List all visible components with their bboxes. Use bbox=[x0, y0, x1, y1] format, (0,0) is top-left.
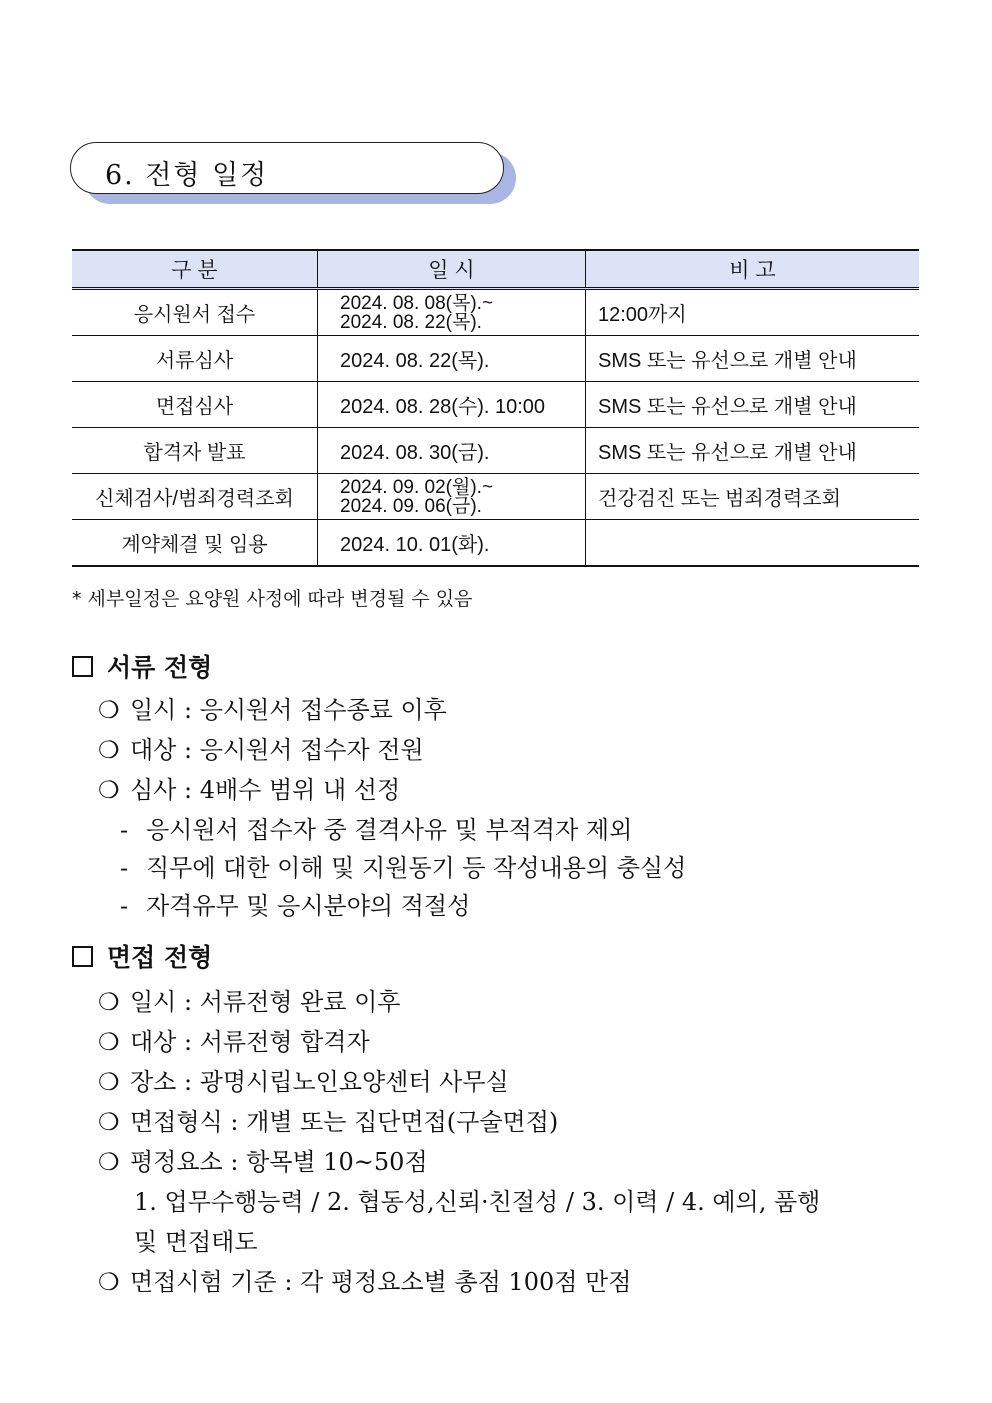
bullet-icon: ❍ bbox=[98, 1268, 120, 1296]
sub-list-item bbox=[120, 886, 470, 921]
checkbox-icon bbox=[72, 946, 93, 967]
interview-heading bbox=[72, 938, 212, 974]
bullet-icon: ❍ bbox=[98, 776, 120, 804]
list-item bbox=[98, 1262, 631, 1297]
criteria-line: 1. 업무수행능력 / 2. 협동성,신뢰·친절성 / 3. 이력 / 4. 예의, 품행 bbox=[134, 1188, 821, 1216]
row-note: 12:00까지 bbox=[586, 289, 920, 336]
doc-screening-title: 서류 전형 bbox=[107, 653, 213, 682]
bullet-icon: ❍ bbox=[98, 696, 120, 724]
list-item bbox=[98, 770, 400, 805]
criteria-line: 및 면접태도 bbox=[134, 1228, 258, 1256]
row-date bbox=[318, 289, 586, 336]
row-date: 2024. 10. 01(화). bbox=[318, 520, 586, 567]
table-row bbox=[72, 474, 919, 520]
list-item bbox=[98, 982, 400, 1017]
row-item: 응시원서 접수 bbox=[72, 289, 318, 336]
row-date: 2024. 08. 28(수). 10:00 bbox=[318, 382, 586, 428]
row-item: 합격자 발표 bbox=[72, 428, 318, 474]
date-line: 2024. 08. 08(목).~ bbox=[340, 292, 494, 314]
title-frame bbox=[70, 142, 504, 194]
date-line: 2024. 08. 22(목). bbox=[340, 311, 482, 333]
date-line: 2024. 09. 02(월).~ bbox=[340, 476, 494, 498]
sub-item-text: 응시원서 접수자 중 결격사유 및 부적격자 제외 bbox=[146, 816, 633, 844]
table-row bbox=[72, 428, 919, 474]
list-item bbox=[98, 730, 424, 765]
list-item bbox=[98, 1142, 428, 1177]
sub-list-item bbox=[120, 810, 632, 845]
list-item bbox=[98, 1022, 370, 1057]
list-item-text: 일시 : 서류전형 완료 이후 bbox=[130, 988, 401, 1016]
row-date: 2024. 08. 30(금). bbox=[318, 428, 586, 474]
bullet-icon: ❍ bbox=[98, 988, 120, 1016]
sub-list-item bbox=[120, 848, 686, 883]
bullet-icon: ❍ bbox=[98, 1148, 120, 1176]
schedule-footnote: * 세부일정은 요양원 사정에 따라 변경될 수 있음 bbox=[72, 588, 473, 610]
table-row bbox=[72, 336, 919, 382]
list-item-text: 일시 : 응시원서 접수종료 이후 bbox=[130, 696, 447, 724]
list-item-text: 평정요소 : 항목별 10~50점 bbox=[130, 1148, 428, 1176]
header-date: 일 시 bbox=[318, 250, 586, 289]
list-item bbox=[98, 1062, 509, 1097]
header-category: 구 분 bbox=[72, 250, 318, 289]
row-note: SMS 또는 유선으로 개별 안내 bbox=[586, 336, 920, 382]
schedule-table bbox=[72, 249, 919, 567]
row-note: SMS 또는 유선으로 개별 안내 bbox=[586, 428, 920, 474]
sub-item-text: 직무에 대한 이해 및 지원동기 등 작성내용의 충실성 bbox=[146, 854, 687, 882]
row-date: 2024. 08. 22(목). bbox=[318, 336, 586, 382]
row-item: 면접심사 bbox=[72, 382, 318, 428]
sub-item-text: 자격유무 및 응시분야의 적절성 bbox=[146, 892, 471, 920]
bullet-icon: ❍ bbox=[98, 736, 120, 764]
doc-screening-heading bbox=[72, 648, 212, 684]
bullet-icon: ❍ bbox=[98, 1028, 120, 1056]
bullet-icon: ❍ bbox=[98, 1108, 120, 1136]
table-row bbox=[72, 520, 919, 567]
row-note: 건강검진 또는 범죄경력조회 bbox=[586, 474, 920, 520]
row-item: 계약체결 및 임용 bbox=[72, 520, 318, 567]
row-note: SMS 또는 유선으로 개별 안내 bbox=[586, 382, 920, 428]
dash-icon: - bbox=[120, 854, 129, 882]
list-item bbox=[98, 1102, 558, 1137]
date-line: 2024. 09. 06(금). bbox=[340, 495, 482, 517]
table-header-row bbox=[72, 250, 919, 289]
list-item-text: 심사 : 4배수 범위 내 선정 bbox=[130, 776, 401, 804]
bullet-icon: ❍ bbox=[98, 1068, 120, 1096]
header-remarks: 비 고 bbox=[586, 250, 920, 289]
row-date bbox=[318, 474, 586, 520]
interview-title: 면접 전형 bbox=[107, 943, 213, 972]
dash-icon: - bbox=[120, 892, 129, 920]
table-row bbox=[72, 289, 919, 336]
table-row bbox=[72, 382, 919, 428]
list-item-text: 면접형식 : 개별 또는 집단면접(구술면접) bbox=[130, 1108, 559, 1136]
section-title: 6. 전형 일정 bbox=[105, 160, 269, 191]
row-note bbox=[586, 520, 920, 567]
dash-icon: - bbox=[120, 816, 129, 844]
row-item: 서류심사 bbox=[72, 336, 318, 382]
list-item bbox=[98, 690, 447, 725]
list-item-text: 대상 : 서류전형 합격자 bbox=[130, 1028, 370, 1056]
list-item-text: 면접시험 기준 : 각 평정요소별 총점 100점 만점 bbox=[130, 1268, 632, 1296]
list-item-text: 대상 : 응시원서 접수자 전원 bbox=[130, 736, 424, 764]
section-title-box bbox=[70, 142, 516, 206]
checkbox-icon bbox=[72, 656, 93, 677]
row-item: 신체검사/범죄경력조회 bbox=[72, 474, 318, 520]
list-item-text: 장소 : 광명시립노인요양센터 사무실 bbox=[130, 1068, 509, 1096]
